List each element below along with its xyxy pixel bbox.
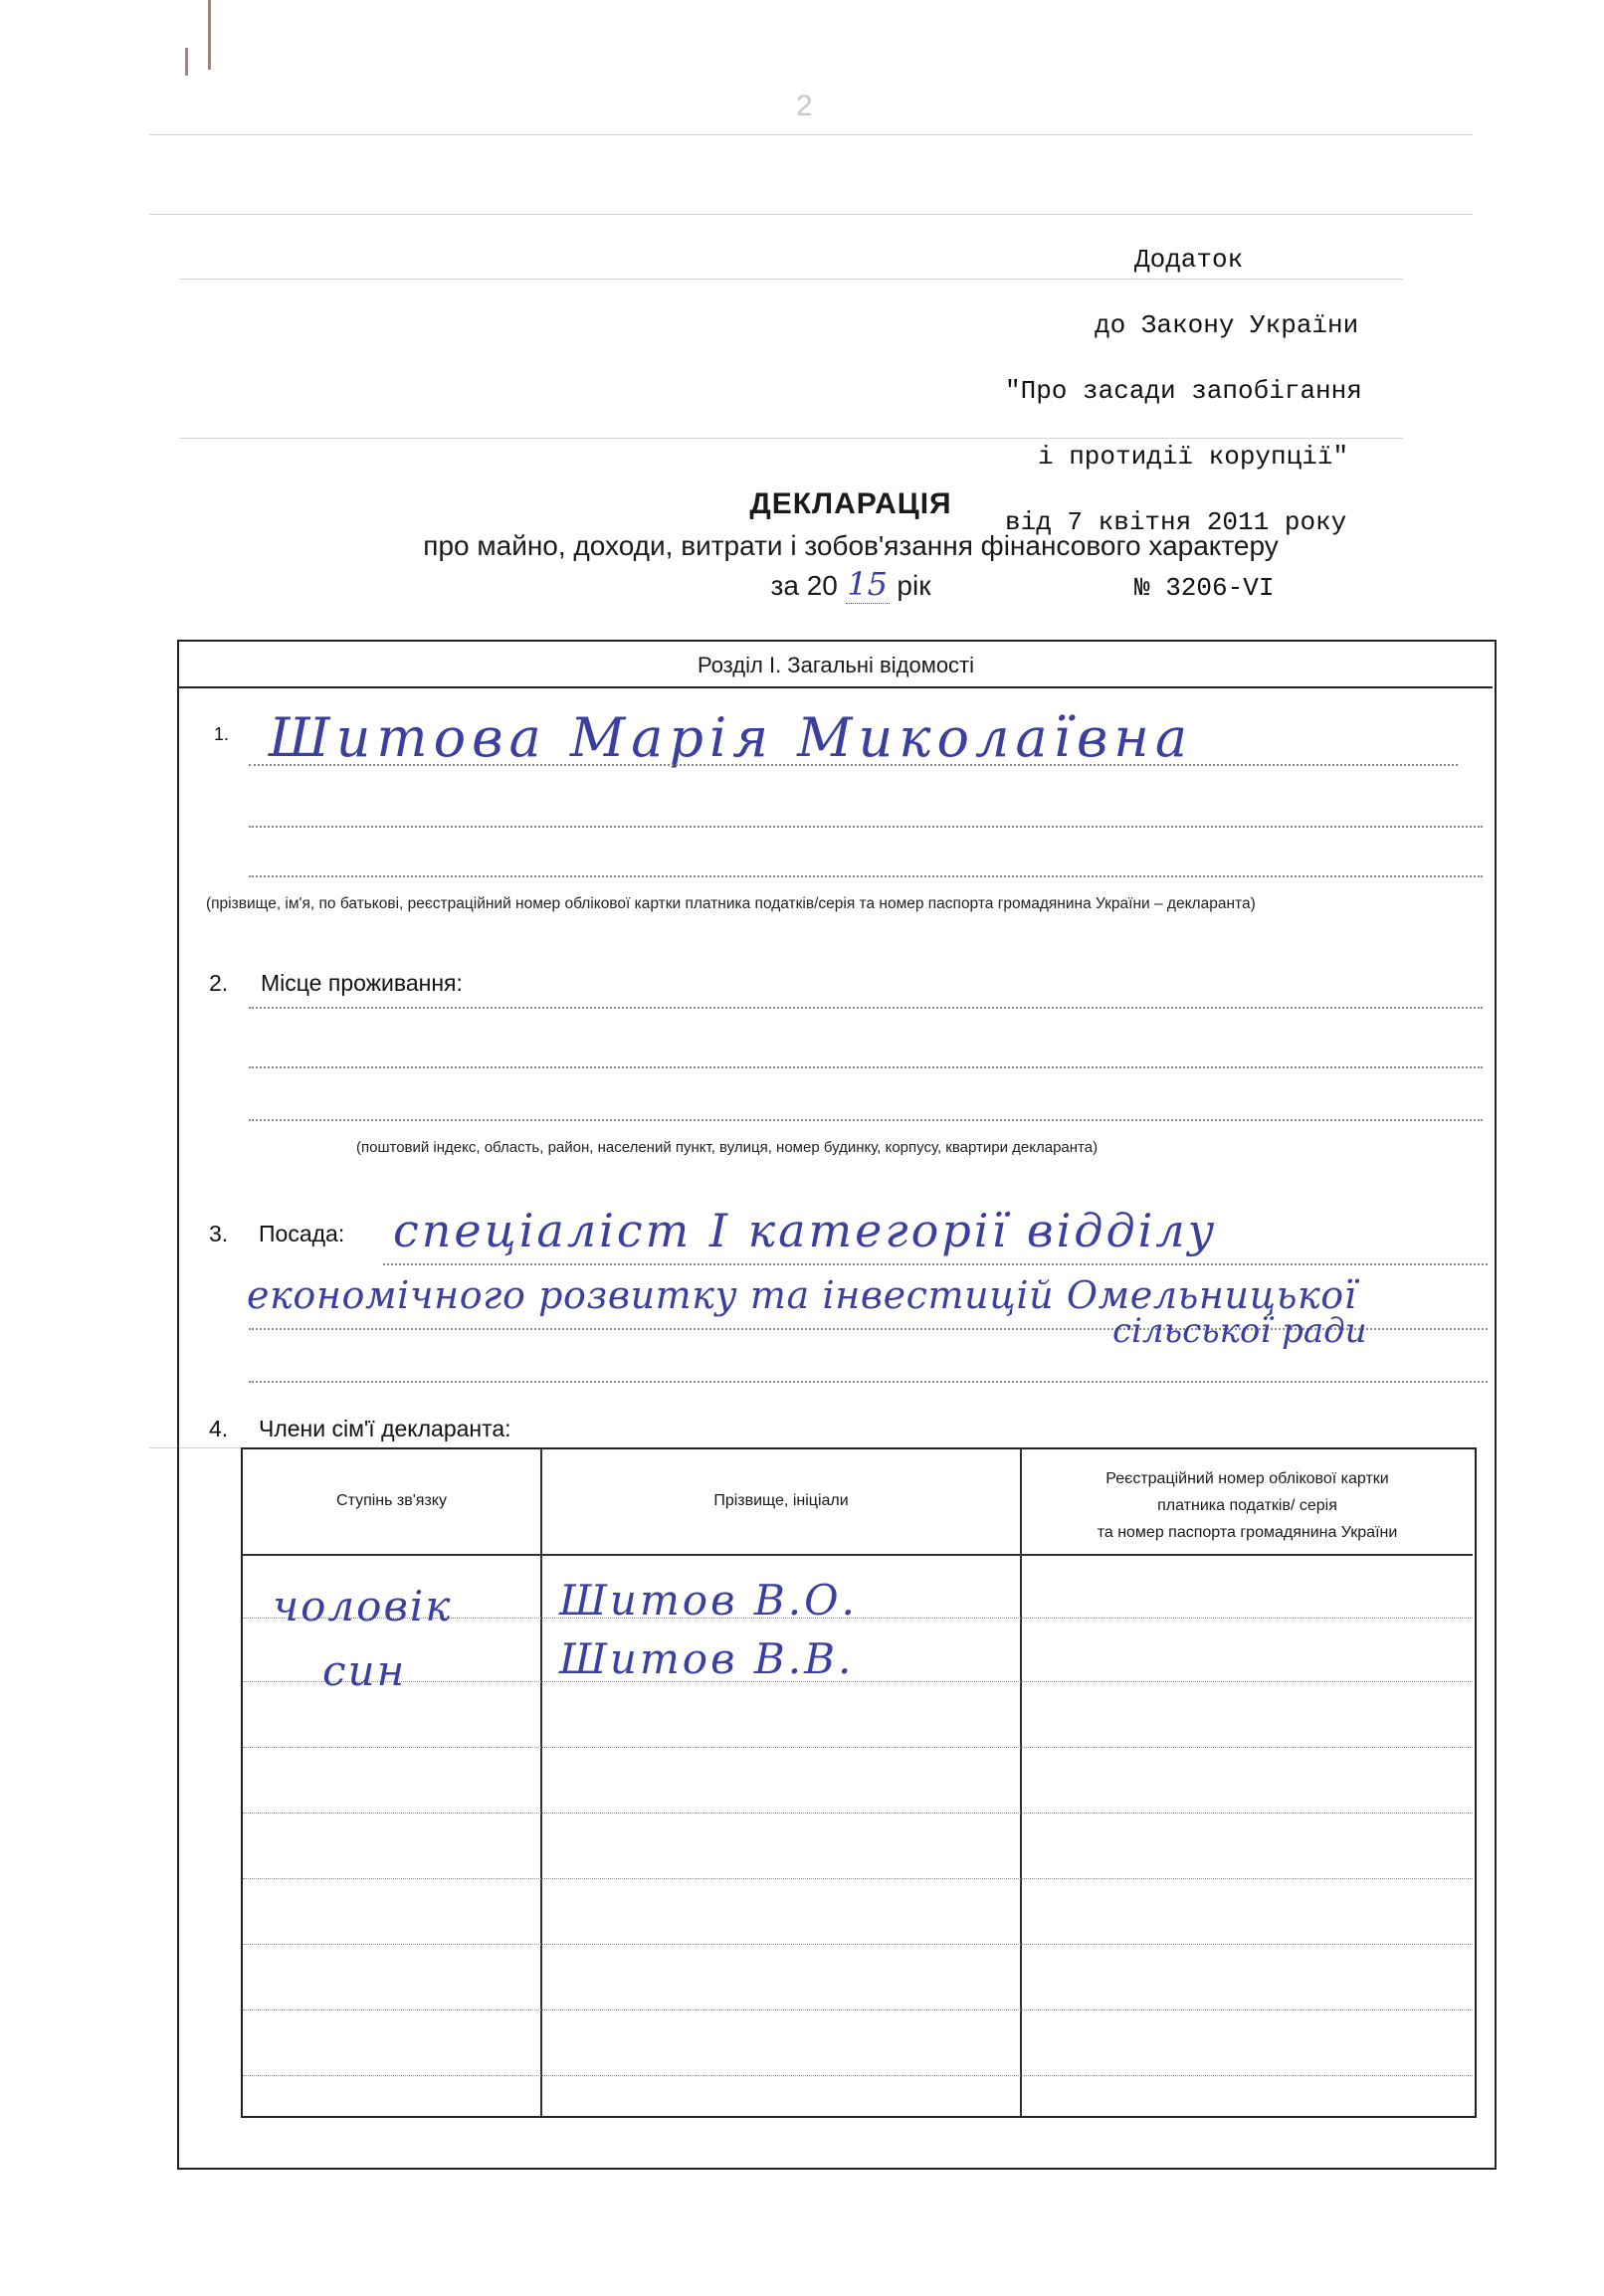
table-divider (1020, 1449, 1022, 2116)
header-relation: Ступінь зв'язку (336, 1492, 447, 1509)
annex-line-2: до Закону України (1095, 310, 1359, 340)
item-1-line-2 (249, 826, 1483, 828)
position-value-line-2: економічного розвитку та інвестицій Омельницької (247, 1273, 1357, 1317)
residence-label: Місце проживання: (261, 970, 463, 996)
table-divider (540, 1449, 542, 2116)
item-1-line-1 (249, 764, 1458, 766)
year-prefix: за 20 (770, 570, 838, 601)
item-2-caption: (поштовий індекс, область, район, населений пункт, вулиця, номер будинку, корпусу, квартири декларанта) (356, 1139, 1099, 1156)
table-row-line (243, 1944, 1473, 1945)
item-3-line-1 (383, 1263, 1488, 1265)
item-1-number: 1. (214, 724, 230, 744)
item-4-number: 4. (209, 1416, 229, 1441)
header-id-line-3: та номер паспорта громадянина України (1097, 1524, 1398, 1541)
scan-mark (185, 48, 188, 76)
table-row-line (243, 2009, 1473, 2010)
declaration-title: ДЕКЛАРАЦІЯ (749, 487, 952, 520)
table-row-line (243, 1747, 1473, 1748)
table-header-line (243, 1554, 1473, 1556)
bleed-through-line (149, 134, 1473, 135)
member-name: Шитов В.В. (559, 1634, 855, 1683)
member-relation: син (322, 1646, 407, 1695)
annex-line-1: Додаток (1134, 245, 1244, 275)
annex-line-6: № 3206-VI (1134, 573, 1275, 603)
declaration-subtitle: про майно, доходи, витрати і зобов'язання фінансового характеру (423, 530, 1279, 561)
annex-line-5: від 7 квітня 2011 року (1005, 507, 1347, 537)
bleed-through-stamp-mark: 2 (796, 90, 813, 122)
item-1-line-3 (249, 875, 1483, 877)
item-2-number: 2. (209, 970, 229, 996)
year-suffix: рік (897, 570, 931, 601)
header-id-line-2: платника податків/ серія (1157, 1497, 1337, 1514)
table-row (243, 1576, 1473, 1635)
family-table (241, 1447, 1477, 2118)
annex-line-4: і протидії корупції" (1038, 442, 1349, 472)
declaration-year (0, 565, 1604, 604)
table-row-line (243, 1878, 1473, 1879)
member-name: Шитов В.О. (559, 1576, 858, 1625)
annex-line-3: "Про засади запобігання (1005, 376, 1362, 406)
family-members-label: Члени сім'ї декларанта: (259, 1416, 511, 1441)
year-handwritten: 15 (847, 565, 888, 603)
table-row-line (243, 2075, 1473, 2076)
header-id-line-1: Реєстраційний номер облікової картки (1105, 1470, 1389, 1487)
member-relation: чоловік (273, 1582, 453, 1630)
header-name: Прізвище, ініціали (713, 1492, 849, 1509)
item-3-number: 3. (209, 1221, 229, 1246)
item-3-line-3 (249, 1381, 1488, 1383)
position-label: Посада: (259, 1221, 345, 1246)
item-2-line-2 (249, 1066, 1483, 1068)
header-id (1022, 1465, 1473, 1546)
declarant-name: Шитова Марія Миколаївна (269, 706, 1194, 769)
section-heading: Розділ І. Загальні відомості (697, 653, 975, 677)
item-2-line-3 (249, 1119, 1483, 1121)
item-2-line-1 (249, 1007, 1483, 1009)
position-value-line-3: сільської ради (1112, 1311, 1367, 1351)
position-value-line-1: спеціаліст І категорії відділу (393, 1204, 1218, 1257)
scan-mark (208, 0, 211, 70)
item-1-caption: (прізвище, ім'я, по батькові, реєстраційний номер облікової картки платника податків/серія та номер паспорта громадянина України – декларанта) (206, 895, 1256, 912)
table-row (243, 1634, 1473, 1694)
table-row-line (243, 1813, 1473, 1814)
